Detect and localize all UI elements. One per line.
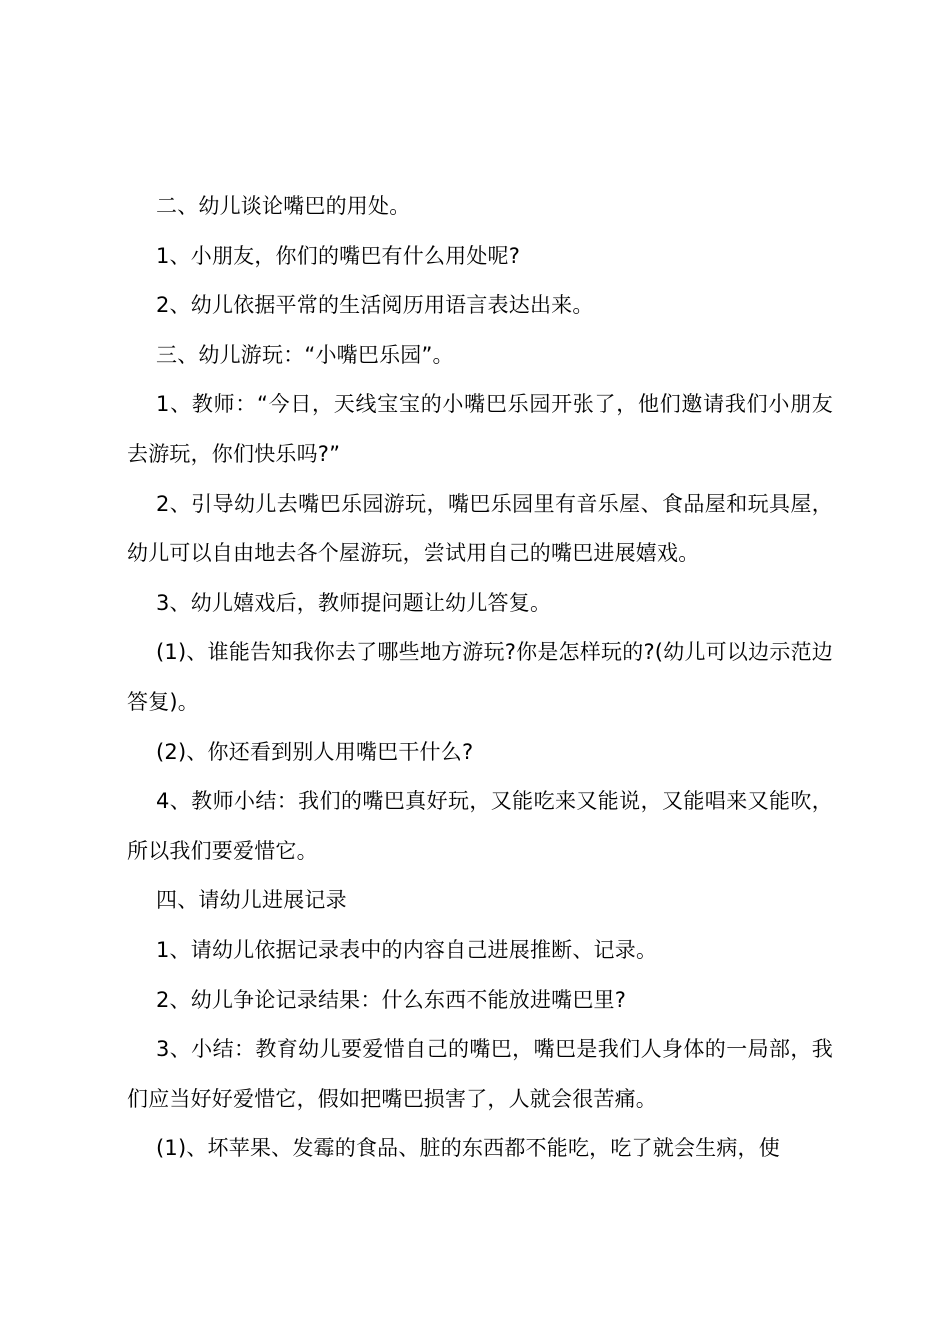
paragraph: (1)、谁能告知我你去了哪些地方游玩?你是怎样玩的?(幼儿可以边示范边答复)。 [127,640,833,714]
paragraph: 3、小结：教育幼儿要爱惜自己的嘴巴，嘴巴是我们人身体的一局部，我们应当好好爱惜它，假如把嘴巴损害了，人就会很苦痛。 [127,1037,833,1111]
paragraph-heading-3: 三、幼儿游玩：“小嘴巴乐园”。 [156,342,454,367]
paragraph: 2、幼儿争论记录结果：什么东西不能放进嘴巴里? [156,987,627,1012]
document-body [127,182,833,1174]
paragraph-heading-2: 二、幼儿谈论嘴巴的用处。 [156,194,411,218]
paragraph: 4、教师小结：我们的嘴巴真好玩，又能吃来又能说，又能唱来又能吹，所以我们要爱惜它。 [127,789,833,863]
paragraph-heading-4: 四、请幼儿进展记录 [156,888,347,913]
paragraph: 1、小朋友，你们的嘴巴有什么用处呢? [156,243,521,268]
paragraph: (2)、你还看到别人用嘴巴干什么? [156,739,474,764]
paragraph: 3、幼儿嬉戏后，教师提问题让幼儿答复。 [156,590,552,615]
paragraph: 2、引导幼儿去嘴巴乐园游玩，嘴巴乐园里有音乐屋、食品屋和玩具屋，幼儿可以自由地去各个屋游玩，尝试用自己的嘴巴进展嬉戏。 [127,491,833,566]
paragraph: 1、教师：“今日，天线宝宝的小嘴巴乐园开张了，他们邀请我们小朋友去游玩，你们快乐吗?” [127,392,833,466]
paragraph: 2、幼儿依据平常的生活阅历用语言表达出来。 [156,293,594,318]
paragraph: 1、请幼儿依据记录表中的内容自己进展推断、记录。 [156,937,658,962]
paragraph: (1)、坏苹果、发霉的食品、脏的东西都不能吃，吃了就会生病，使 [156,1136,780,1161]
